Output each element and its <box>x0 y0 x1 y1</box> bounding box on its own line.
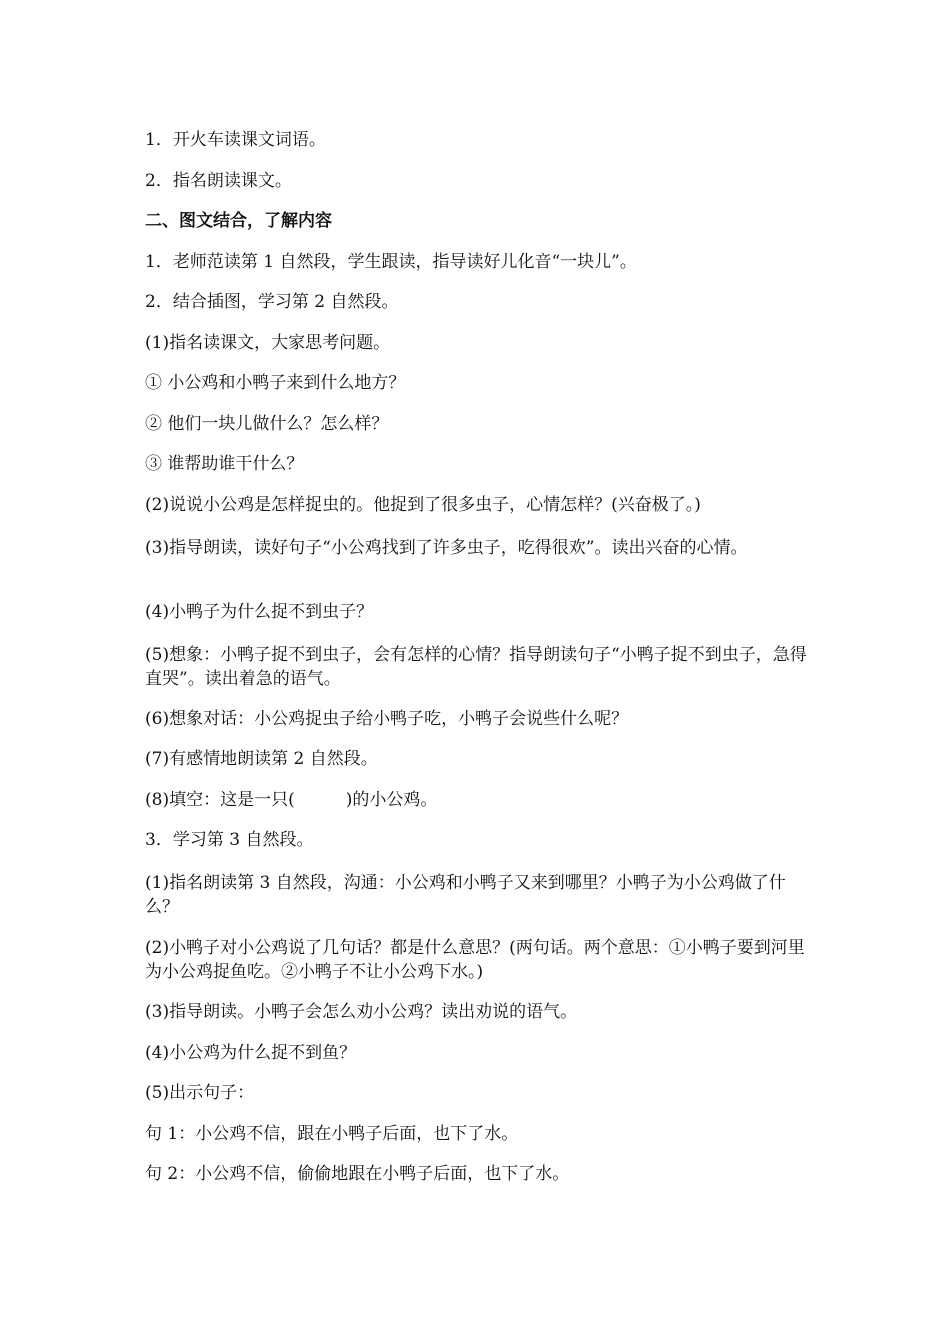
item-rooster-no-fish: (4)小公鸡为什么捉不到鱼？ <box>145 1043 357 1063</box>
question-intro: (1)指名读课文，大家思考问题。 <box>145 333 391 353</box>
item-catch-bugs: (2)说说小公鸡是怎样捉虫的。他捉到了很多虫子，心情怎样？(兴奋极了。) <box>145 495 701 515</box>
item-read-paragraph-3: (1)指名朗读第 3 自然段，沟通：小公鸡和小鸭子又来到哪里？小鸭子为小公鸡做了什么？ <box>145 873 786 917</box>
item-guided-reading-excited: (3)指导朗读，读好句子“小公鸡找到了许多虫子，吃得很欢”。读出兴奋的心情。 <box>145 538 748 558</box>
item-duck-words: (2)小鸭子对小公鸡说了几句话？都是什么意思？(两句话。两个意思：①小鸭子要到河里为小公鸡捉鱼吃。②小鸭子不让小公鸡下水。) <box>145 938 805 982</box>
question-3: ③ 谁帮助谁干什么？ <box>145 454 304 474</box>
item-duck-no-bugs: (4)小鸭子为什么捉不到虫子？ <box>145 602 374 622</box>
item-imagine-dialogue: (6)想象对话：小公鸡捉虫子给小鸭子吃，小鸭子会说些什么呢？ <box>145 709 629 729</box>
item-fill-blank: (8)填空：这是一只( )的小公鸡。 <box>145 790 438 810</box>
step-read-words: 1．开火车读课文词语。 <box>145 130 326 150</box>
question-2: ② 他们一块儿做什么？怎么样？ <box>145 414 389 434</box>
section-heading: 二、图文结合，了解内容 <box>145 211 332 231</box>
item-show-sentences: (5)出示句子： <box>145 1083 255 1103</box>
question-1: ① 小公鸡和小鸭子来到什么地方？ <box>145 373 406 393</box>
item-persuade-reading: (3)指导朗读。小鸭子会怎么劝小公鸡？读出劝说的语气。 <box>145 1002 578 1022</box>
paragraph-3-study: 3．学习第 3 自然段。 <box>145 830 314 850</box>
item-read-paragraph-2: (7)有感情地朗读第 2 自然段。 <box>145 749 378 769</box>
sentence-2: 句 2：小公鸡不信，偷偷地跟在小鸭子后面，也下了水。 <box>145 1164 570 1184</box>
paragraph-2-study: 2．结合插图，学习第 2 自然段。 <box>145 292 399 312</box>
item-imagine-anxious: (5)想象：小鸭子捉不到虫子，会有怎样的心情？指导朗读句子“小鸭子捉不到虫子，急得直哭”。读出着急的语气。 <box>145 645 807 689</box>
sentence-1: 句 1：小公鸡不信，跟在小鸭子后面，也下了水。 <box>145 1124 519 1144</box>
step-read-text: 2．指名朗读课文。 <box>145 171 292 191</box>
paragraph-1-reading: 1．老师范读第 1 自然段，学生跟读，指导读好儿化音“一块儿”。 <box>145 252 637 272</box>
